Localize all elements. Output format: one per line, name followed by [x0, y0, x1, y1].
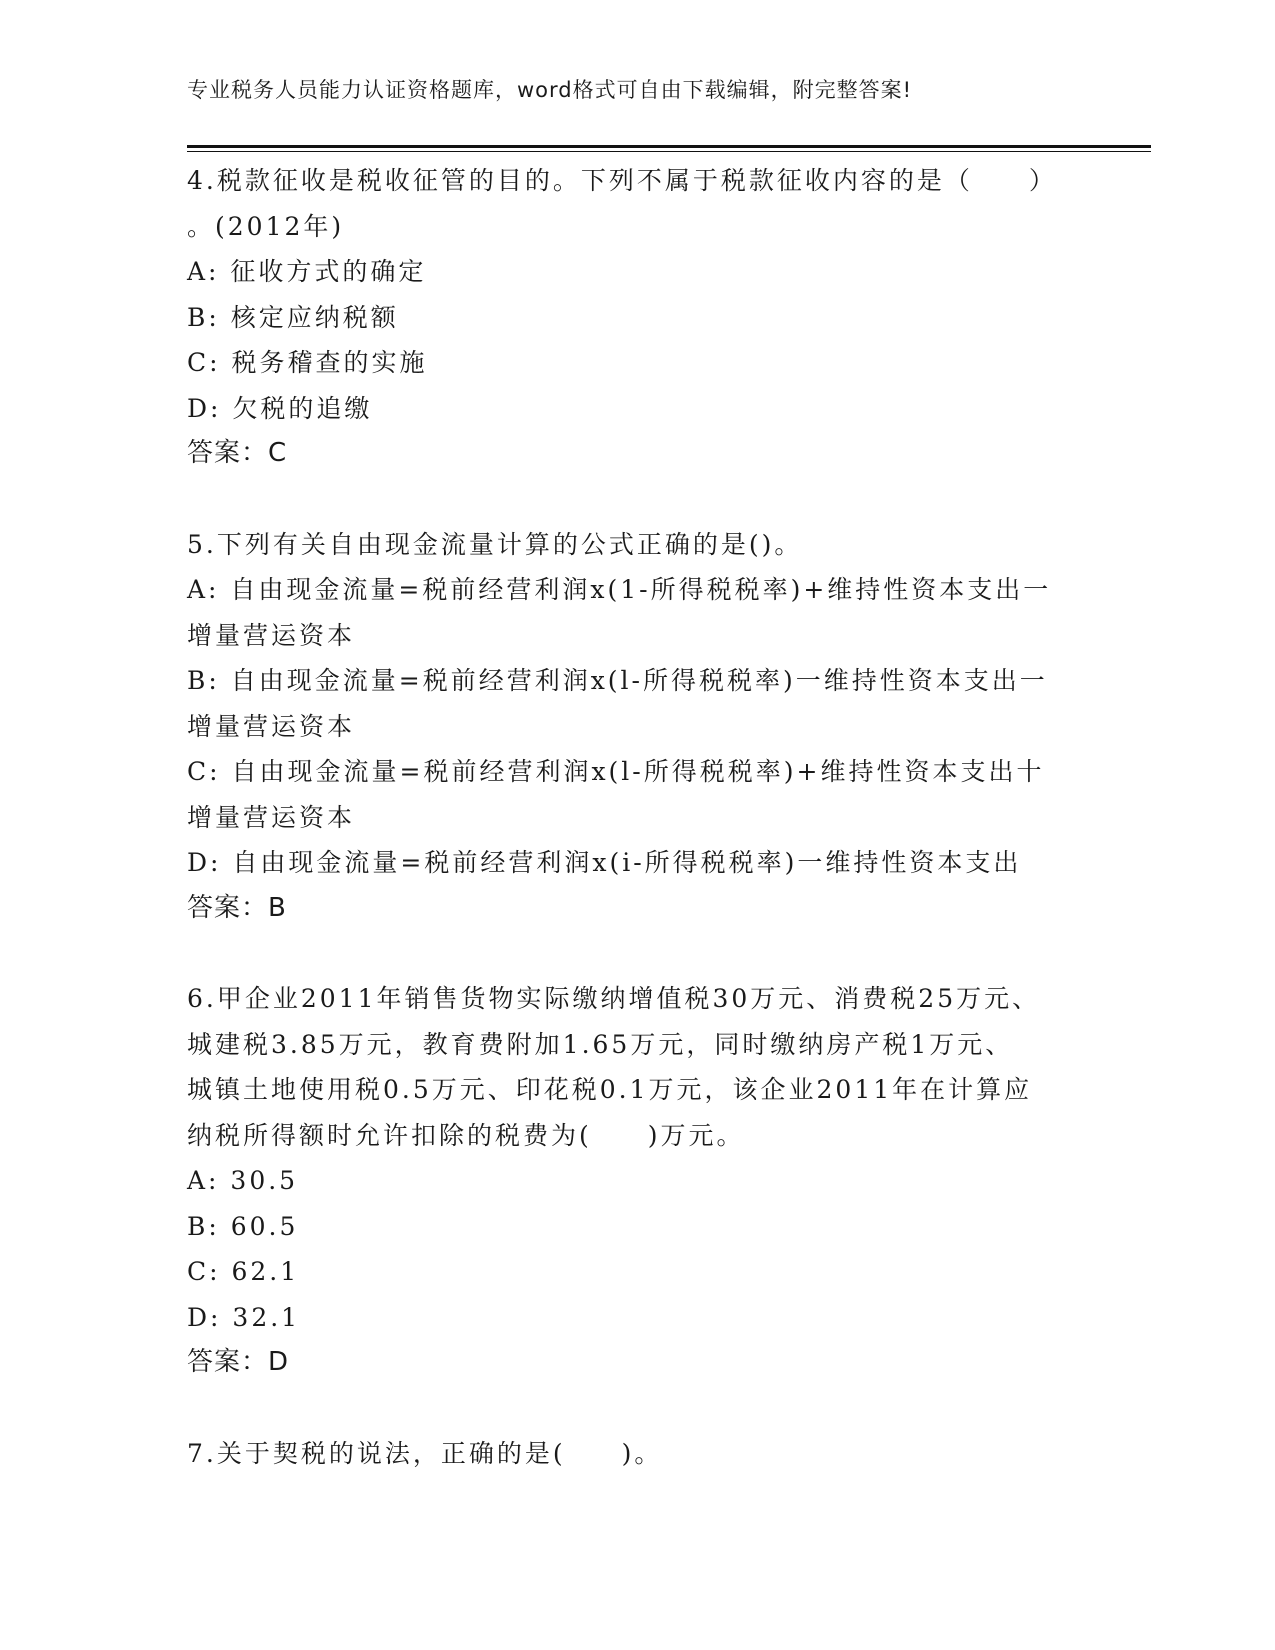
option-a: A: 30.5: [187, 1166, 299, 1195]
option-c-continued: 增量营运资本: [187, 802, 356, 832]
option-d: D: 32.1: [187, 1302, 301, 1332]
option-b: B: 自由现金流量=税前经营利润x(l-所得税税率)一维持性资本支出一: [187, 666, 1048, 695]
option-a: A: 自由现金流量=税前经营利润x(1-所得税税率)+维持性资本支出一: [187, 575, 1052, 604]
question-stem: 7.关于契税的说法，正确的是( )。: [187, 1438, 663, 1468]
question-stem: 5.下列有关自由现金流量计算的公式正确的是()。: [187, 529, 803, 559]
question-stem: 城镇土地使用税0.5万元、印花税0.1万元，该企业2011年在计算应: [187, 1075, 1033, 1104]
question-block: [187, 158, 1087, 477]
option-b: B: 核定应纳税额: [187, 302, 399, 332]
question-block: [187, 976, 1087, 1386]
option-c: C: 税务稽查的实施: [187, 348, 428, 377]
answer-line: 答案：C: [187, 438, 288, 468]
question-stem: 。(2012年): [187, 211, 345, 241]
question-stem: 4.税款征收是税收征管的目的。下列不属于税款征收内容的是（ ）: [187, 166, 1057, 195]
question-list: [187, 158, 1087, 1521]
option-c: C: 62.1: [187, 1257, 300, 1286]
question-block: [187, 522, 1087, 932]
header-divider-thin: [187, 151, 1151, 152]
header-divider-thick: [187, 145, 1151, 148]
option-c: C: 自由现金流量=税前经营利润x(l-所得税税率)+维持性资本支出十: [187, 757, 1045, 786]
option-d: D: 欠税的追缴: [187, 393, 373, 423]
question-stem: 6.甲企业2011年销售货物实际缴纳增值税30万元、消费税25万元、: [187, 984, 1041, 1013]
answer-line: 答案：D: [187, 1347, 290, 1377]
answer-line: 答案：B: [187, 892, 287, 923]
option-d: D: 自由现金流量=税前经营利润x(i-所得税税率)一维持性资本支出: [187, 848, 1022, 877]
question-block: [187, 1431, 1087, 1477]
option-b-continued: 增量营运资本: [187, 711, 356, 741]
option-b: B: 60.5: [187, 1211, 299, 1241]
header-note: 专业税务人员能力认证资格题库，word格式可自由下载编辑，附完整答案!: [187, 78, 913, 102]
question-stem: 城建税3.85万元，教育费附加1.65万元，同时缴纳房产税1万元、: [187, 1029, 1014, 1059]
option-a: A: 征收方式的确定: [187, 257, 427, 286]
option-a-continued: 增量营运资本: [187, 620, 356, 650]
question-stem: 纳税所得额时允许扣除的税费为( )万元。: [187, 1120, 745, 1150]
